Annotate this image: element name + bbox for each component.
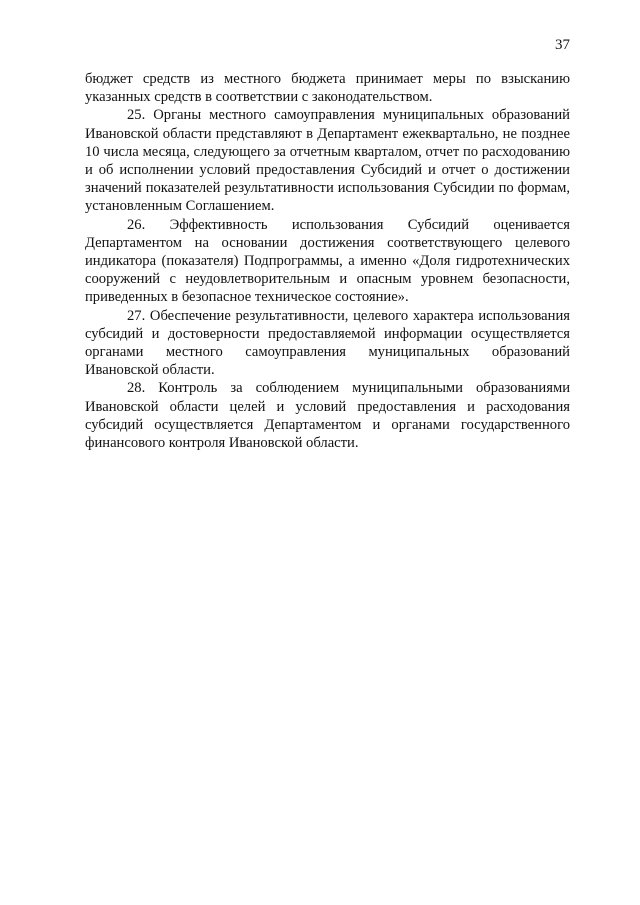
page-number: 37: [555, 37, 570, 53]
paragraph-item-25: 25. Органы местного самоуправления муниципальных образований Ивановской области представляют в Департамент ежеквартально, не позднее 10 числа месяца, следующего за отчетным кварталом, отчет по расходованию и об исполнении условий предоставления Субсидий и отчет о достижении значений показателей результативности использования Субсидии по формам, установленным Соглашением.: [85, 107, 570, 215]
paragraph-item-26: 26. Эффективность использования Субсидий оценивается Департаментом на основании достижения соответствующего целевого индикатора (показателя) Подпрограммы, а именно «Доля гидротехнических сооружений с неудовлетворительным и опасным уровнем безопасности, приведенных в безопасное техническое состояние».: [85, 216, 570, 306]
document-body: [85, 70, 570, 452]
paragraph-item-28: 28. Контроль за соблюдением муниципальными образованиями Ивановской области целей и условий предоставления и расходования субсидий осуществляется Департаментом и органами государственного финансового контроля Ивановской области.: [85, 380, 570, 452]
paragraph-item-27: 27. Обеспечение результативности, целевого характера использования субсидий и достоверности предоставляемой информации осуществляется органами местного самоуправления муниципальных образований Ивановской области.: [85, 307, 570, 379]
paragraph-continuation: бюджет средств из местного бюджета принимает меры по взысканию указанных средств в соответствии с законодательством.: [85, 71, 570, 106]
